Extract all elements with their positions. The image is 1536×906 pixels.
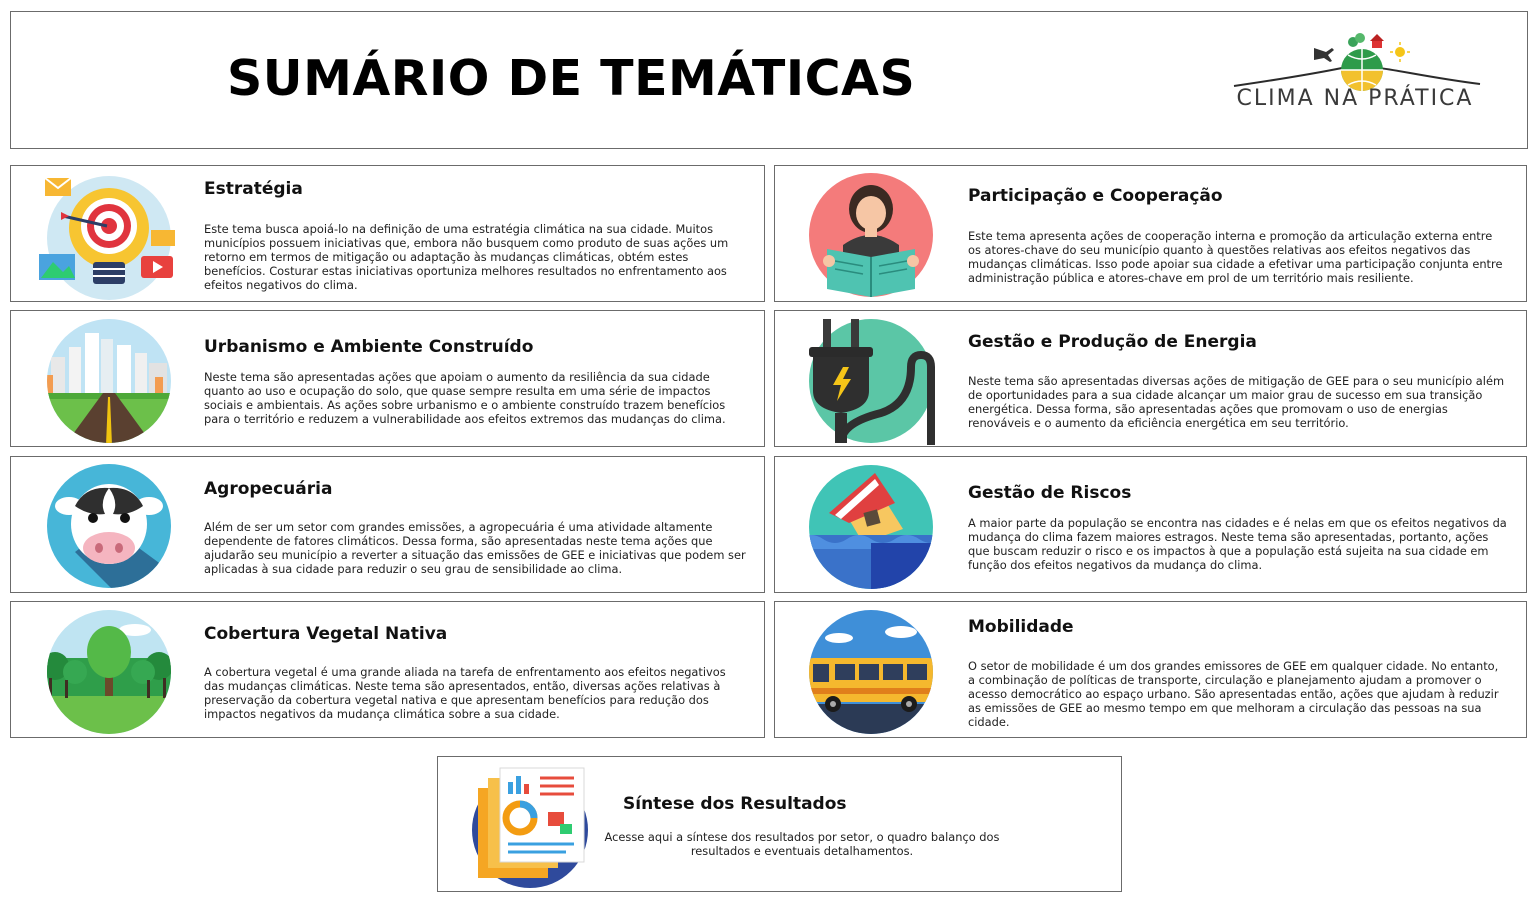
card-title: Agropecuária — [204, 479, 333, 499]
card-mobilidade[interactable] — [774, 601, 1527, 738]
report-document-icon — [456, 762, 602, 890]
card-title: Participação e Cooperação — [968, 186, 1223, 206]
card-description: Este tema busca apoiá-lo na definição de uma estratégia climática na sua cidade. Muitos municípios possuem iniciativas que, embora não busquem como produto de suas ações um retorno em termos de mitigação ou adaptação às mudanças climáticas, obtém estes benefícios. Costurar estas iniciativas oportuniza melhores resultados no enfrentamento aos efeitos negativos do clima. — [204, 222, 729, 292]
card-description: Além de ser um setor com grandes emissões, a agropecuária é uma atividade altamente dependente de fatores climáticos. Dessa forma, são apresentadas neste tema ações que ajudarão seu município a reverter a situação das emissões de GEE e iniciativas que podem ser aplicadas à sua cidade para reduzir o seu grau de sensibilidade ao clima. — [204, 520, 746, 576]
card-participacao[interactable] — [774, 165, 1527, 302]
card-estrategia[interactable] — [10, 165, 765, 302]
card-title: Urbanismo e Ambiente Construído — [204, 337, 534, 357]
flooded-house-icon — [799, 463, 943, 591]
card-agropecuaria[interactable] — [10, 456, 765, 593]
card-description: Este tema apresenta ações de cooperação interna e promoção da articulação externa entre os atores-chave do seu município quanto à questões relativas aos efeitos negativos das mudanças climáticas. Isso pode apoiar sua cidade a efetivar uma participação conjunta entre administração pública e atores-chave em prol de um território mais resiliente. — [968, 229, 1503, 285]
card-title: Cobertura Vegetal Nativa — [204, 624, 448, 644]
card-energia[interactable] — [774, 310, 1527, 447]
forest-icon — [35, 608, 179, 736]
card-title: Estratégia — [204, 179, 303, 199]
card-description: Neste tema são apresentadas diversas ações de mitigação de GEE para o seu município além de oportunidades para a sua cidade alcançar um maior grau de sucesso em sua transição energética. Dessa forma, são apresentadas ações que promovam o uso de energias renováveis e o aumento da eficiência energética em seu território. — [968, 374, 1505, 430]
card-title: Mobilidade — [968, 617, 1074, 637]
city-road-icon — [35, 317, 179, 445]
card-description: A cobertura vegetal é uma grande aliada na tarefa de enfrentamento aos efeitos negativos das mudanças climáticas. Neste tema são apresentados, então, diversas ações relativas à preservação da cobertura vegetal nativa e que apresentam benefícios para redução dos impactos negativos da mudança climática sobre a sua cidade. — [204, 665, 726, 721]
card-urbanismo[interactable] — [10, 310, 765, 447]
card-description: A maior parte da população se encontra nas cidades e é nelas em que os efeitos negativos da mudança do clima fazem maiores estragos. Neste tema são apresentadas, portanto, ações que buscam reduzir o risco e os impactos à que a população está sujeita na sua cidade em função dos efeitos negativos da mudança do clima. — [968, 516, 1507, 572]
card-sintese-resultados[interactable] — [437, 756, 1122, 892]
card-description: Neste tema são apresentadas ações que apoiam o aumento da resiliência da sua cidade quanto ao uso e ocupação do solo, que quase sempre resulta em uma série de impactos sociais e ambientais. As ações sobre urbanismo e o ambiente construído trazem benefícios para o território e reduzem a vulnerabilidade aos efeitos extremos das mudanças do clima. — [204, 370, 726, 426]
card-title: Gestão e Produção de Energia — [968, 332, 1257, 352]
card-title: Síntese dos Resultados — [623, 794, 847, 814]
power-plug-icon — [799, 317, 943, 445]
card-description: Acesse aqui a síntese dos resultados por setor, o quadro balanço dos resultados e eventuais detalhamentos. — [604, 830, 1000, 858]
card-title: Gestão de Riscos — [968, 483, 1132, 503]
person-reading-icon — [799, 171, 943, 299]
card-description: O setor de mobilidade é um dos grandes emissores de GEE em qualquer cidade. No entanto, a combinação de políticas de transporte, circulação e planejamento ajudam a promover o acesso democrático ao espaço urbano. São apresentadas então, ações que ajudam à reduzir as emissões de GEE ao mesmo tempo em que melhoram a circulação das pessoas na sua cidade. — [968, 659, 1499, 729]
card-cobertura[interactable] — [10, 601, 765, 738]
logo-text: CLIMA NA PRÁTICA — [1236, 86, 1474, 111]
page-title: SUMÁRIO DE TEMÁTICAS — [227, 50, 916, 107]
card-riscos[interactable] — [774, 456, 1527, 593]
target-lightbulb-icon — [35, 172, 179, 300]
bus-icon — [799, 608, 943, 736]
cow-icon — [35, 462, 179, 590]
